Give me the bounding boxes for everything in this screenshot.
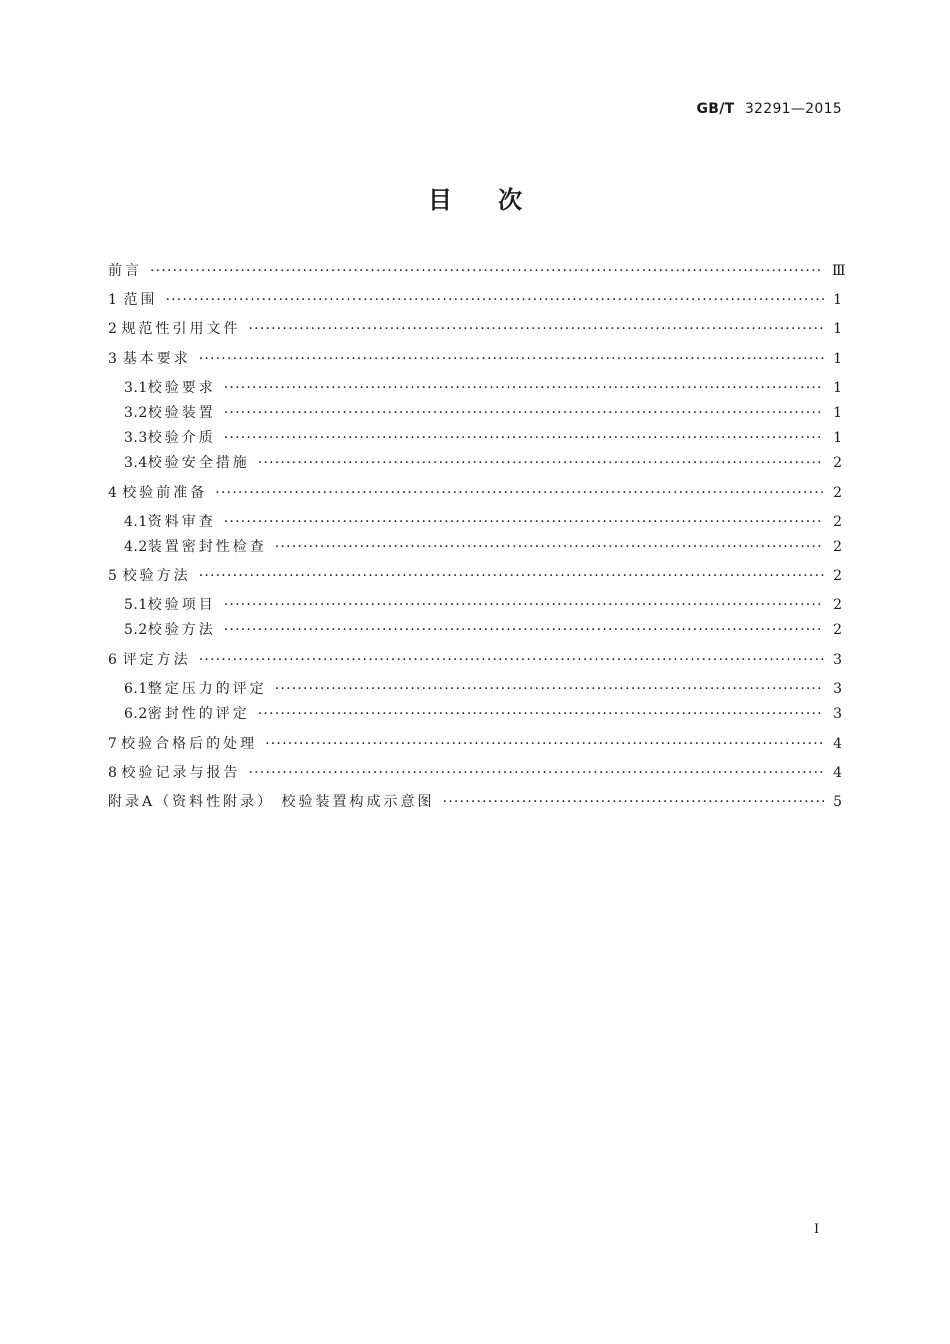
toc-entry-number: 6 [108,652,118,668]
toc-dot-leader [258,452,824,474]
toc-entry-number: 5.1 [124,597,148,613]
standard-number: 32291—2015 [744,101,842,117]
toc-entry[interactable] [108,649,842,671]
toc-dot-leader [443,791,824,813]
toc-entry-number: 6.1 [124,681,148,697]
toc-entry[interactable] [108,565,842,587]
toc-entry[interactable] [124,678,842,700]
toc-entry-page: 1 [833,351,842,367]
toc-dot-leader [199,565,824,587]
toc-entry-page: 1 [833,380,842,396]
toc-entry-page: 2 [833,622,842,638]
toc-dot-leader [150,260,824,282]
toc-entry-number: 5.2 [124,622,148,638]
toc-entry-label: 资料审查 [147,514,216,530]
toc-entry-page: 2 [833,485,842,501]
toc-entry-label: 前言 [108,263,142,279]
toc-dot-leader [215,482,824,504]
toc-entry-number: 4 [108,485,118,501]
toc-entry-page: 3 [833,706,842,722]
toc-dot-leader [258,703,824,725]
toc-entry[interactable] [108,762,842,784]
toc-entry-label: 校验介质 [147,430,216,446]
toc-entry-number: 1 [108,292,118,308]
toc-entry-label: 校验方法 [147,622,216,638]
toc-entry-label: 装置密封性检查 [147,539,267,555]
toc-entry[interactable] [108,318,842,340]
toc-entry-page: 4 [833,736,842,752]
toc-entry[interactable] [124,402,842,424]
toc-entry-page: 3 [833,652,842,668]
toc-entry-page: 1 [833,321,842,337]
toc-entry-page: 2 [833,455,842,471]
toc-dot-leader [224,402,824,424]
toc-entry-label: 校验合格后的处理 [121,736,258,752]
toc-entry-page: 2 [833,514,842,530]
toc-entry[interactable] [108,348,842,370]
toc-entry-number: 3.2 [124,405,148,421]
toc-entry-label: 校验方法 [122,568,191,584]
toc-entry-label: 校验要求 [147,380,216,396]
toc-entry-label: 校验装置 [147,405,216,421]
toc-entry[interactable] [124,536,842,558]
toc-entry-page: 5 [833,794,842,810]
toc-dot-leader [224,511,824,533]
toc-entry[interactable] [124,703,842,725]
toc-dot-leader [275,536,824,558]
toc-entry[interactable] [108,791,842,813]
toc-entry-page: 1 [833,405,842,421]
toc-entry-label: 评定方法 [122,652,191,668]
toc-entry-number: 6.2 [124,706,148,722]
toc-entry[interactable] [124,594,842,616]
toc-entry-page: 1 [833,292,842,308]
toc-entry-number: 3.4 [124,455,148,471]
toc-entry-number: 3.1 [124,380,148,396]
toc-entry-number: 7 [108,736,118,752]
toc-entry[interactable] [108,260,846,282]
toc-entry-label: 附录A（资料性附录） 校验装置构成示意图 [108,794,435,810]
toc-entry[interactable] [108,482,842,504]
toc-entry-label: 校验安全措施 [147,455,250,471]
toc-dot-leader [265,733,824,755]
toc-dot-leader [199,348,824,370]
toc-entry-label: 校验项目 [147,597,216,613]
toc-entry-label: 校验前准备 [122,485,208,501]
toc-dot-leader [165,289,824,311]
toc-entry-label: 整定压力的评定 [147,681,267,697]
standard-code [696,101,842,117]
toc-entry[interactable] [108,289,842,311]
toc-entry-label: 规范性引用文件 [121,321,241,337]
toc-dot-leader [249,318,824,340]
toc-dot-leader [224,377,824,399]
toc-entry-label: 基本要求 [122,351,191,367]
toc-entry-page: 2 [833,539,842,555]
toc-entry[interactable] [108,733,842,755]
toc-entry[interactable] [124,377,842,399]
toc-dot-leader [224,619,824,641]
toc-entry-number: 5 [108,568,118,584]
page-number: Ⅰ [814,1222,820,1237]
toc-entry[interactable] [124,427,842,449]
toc-dot-leader [224,427,824,449]
toc-entry-page: 1 [833,430,842,446]
toc-entry-number: 4.2 [124,539,148,555]
toc-entry[interactable] [124,452,842,474]
toc-entry[interactable] [124,619,842,641]
toc-entry-page: 3 [833,681,842,697]
toc-entry-page: 2 [833,568,842,584]
toc-entry-label: 范围 [123,292,158,308]
toc-entry-number: 4.1 [124,514,148,530]
toc-entry-page: 4 [833,765,842,781]
toc-entry-number: 2 [108,321,118,337]
toc-entry-label: 密封性的评定 [147,706,250,722]
page-title: 目次 [428,186,568,214]
toc-entry[interactable] [124,511,842,533]
toc-dot-leader [275,678,824,700]
toc-entry-page: Ⅲ [832,263,846,279]
toc-dot-leader [249,762,824,784]
standard-prefix: GB/T [696,101,735,117]
toc-entry-number: 3 [108,351,118,367]
toc-entry-page: 2 [833,597,842,613]
toc-entry-number: 3.3 [124,430,148,446]
toc-entry-label: 校验记录与报告 [121,765,241,781]
toc-dot-leader [224,594,824,616]
toc-entry-number: 8 [108,765,118,781]
toc-dot-leader [199,649,824,671]
